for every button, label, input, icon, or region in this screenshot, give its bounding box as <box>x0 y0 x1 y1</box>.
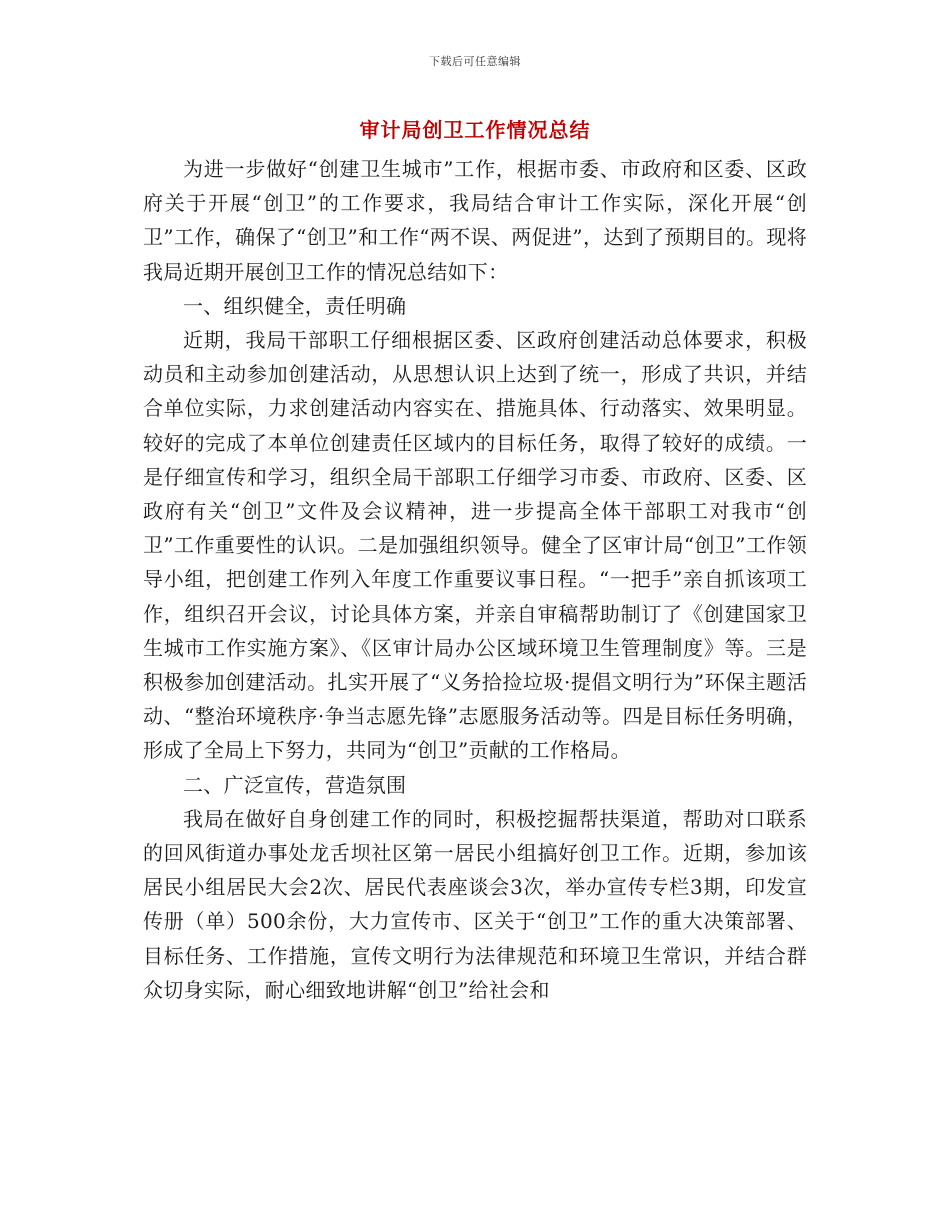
paragraph-section-2: 我局在做好自身创建工作的同时，积极挖掘帮扶渠道，帮助对口联系的回风街道办事处龙舌坝社区第一居民小组搞好创卫工作。近期，参加该居民小组居民大会2次、居民代表座谈会3次，举办宣传专栏3期，印发宣传册（单）500余份，大力宣传市、区关于“创卫”工作的重大决策部署、目标任务、工作措施，宣传文明行为法律规范和环境卫生常识，并结合群众切身实际，耐心细致地讲解“创卫”给社会和 <box>143 806 807 1002</box>
section-heading-1: 一、组织健全，责任明确 <box>183 293 407 318</box>
paragraph-section-1: 近期，我局干部职工仔细根据区委、区政府创建活动总体要求，积极动员和主动参加创建活动，从思想认识上达到了统一，形成了共识，并结合单位实际，力求创建活动内容实在、措施具体、行动落实、效果明显。较好的完成了本单位创建责任区域内的目标任务，取得了较好的成绩。一是仔细宣传和学习，组织全局干部职工仔细学习市委、市政府、区委、区政府有关“创卫”文件及会议精神，进一步提高全体干部职工对我市“创卫”工作重要性的认识。二是加强组织领导。健全了区审计局“创卫”工作领导小组，把创建工作列入年度工作重要议事日程。“一把手”亲自抓该项工作，组织召开会议，讨论具体方案，并亲自审稿帮助制订了《创建国家卫生城市工作实施方案》、《区审计局办公区域环境卫生管理制度》等。三是积极参加创建活动。扎实开展了“义务拾捡垃圾·提倡文明行为”环保主题活动、“整治环境秩序·争当志愿先锋”志愿服务活动等。四是目标任务明确，形成了全局上下努力，共同为“创卫”贡献的工作格局。 <box>143 328 807 763</box>
header-note: 下载后可任意编辑 <box>429 55 521 68</box>
section-heading-2: 二、广泛宣传，营造氛围 <box>183 772 407 797</box>
document-title: 审计局创卫工作情况总结 <box>359 118 591 142</box>
document-body <box>143 152 807 1007</box>
paragraph-intro: 为进一步做好“创建卫生城市”工作，根据市委、市政府和区委、区政府关于开展“创卫”的工作要求，我局结合审计工作实际，深化开展“创卫”工作，确保了“创卫”和工作“两不误、两促进”，达到了预期目的。现将我局近期开展创卫工作的情况总结如下： <box>143 157 807 284</box>
